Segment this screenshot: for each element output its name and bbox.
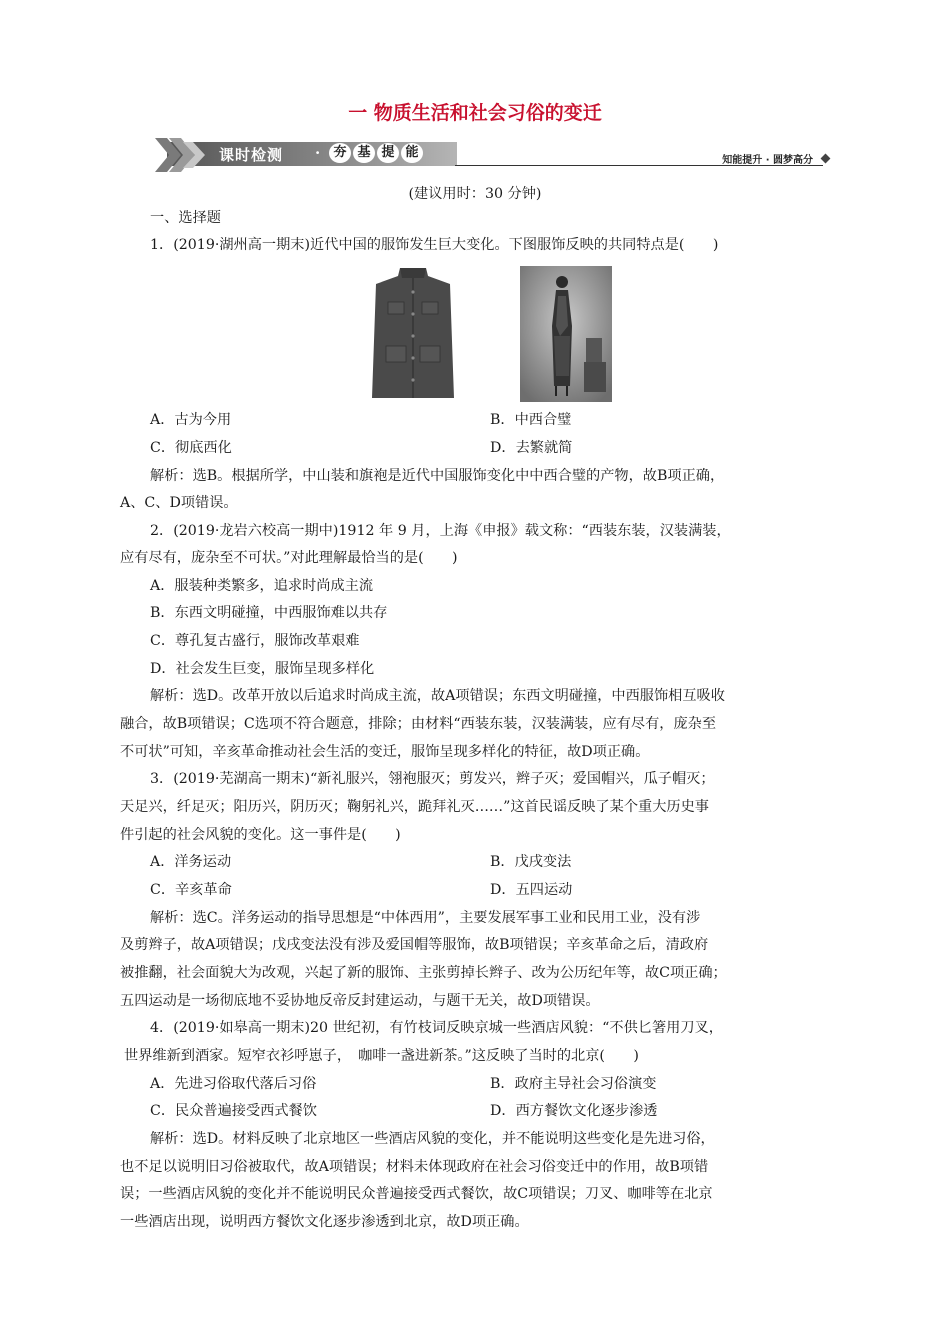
q3-explanation-cont: 被推翻，社会面貌大为改观，兴起了新的服饰、主张剪掉长辫子、改为公历纪年等，故C项正确； <box>120 965 727 981</box>
q3-explanation-cont: 及剪辫子，故A项错误；戊戌变法没有涉及爱国帽等服饰，故B项错误；辛亥革命之后，清政府 <box>120 937 709 953</box>
banner-badge: 能 <box>401 143 423 163</box>
q4-explanation-cont: 也不足以说明旧习俗被取代，故A项错误；材料未体现政府在社会习俗变迁中的作用，故B项错 <box>120 1159 709 1175</box>
banner-badge: 基 <box>353 143 375 163</box>
q4-option-b: B．政府主导社会习俗演变 <box>490 1076 657 1092</box>
q4-stem: 4．(2019·如皋高一期末)20 世纪初，有竹枝词反映京城一些酒店风貌：“不供匕箸用刀叉， <box>150 1020 723 1036</box>
qipao-photo-image <box>520 266 612 402</box>
zhongshan-suit-image <box>370 262 456 402</box>
q1-explanation: 解析：选B。根据所学，中山装和旗袍是近代中国服饰变化中中西合璧的产物，故B项正确， <box>150 468 725 484</box>
q3-option-b: B．戊戌变法 <box>490 854 572 870</box>
q2-stem-cont: 应有尽有，庞杂至不可状。”对此理解最恰当的是( ) <box>120 550 458 566</box>
section-heading: 一、选择题 <box>150 210 221 226</box>
q2-stem: 2．(2019·龙岩六校高一期中)1912 年 9 月，上海《申报》载文称：“西装东装，汉装满装， <box>150 523 731 539</box>
q1-option-a: A．古为今用 <box>150 412 232 428</box>
q3-stem-cont: 天足兴，纤足灭；阳历兴，阴历灭；鞠躬礼兴，跪拜礼灭……”这首民谣反映了某个重大历史事 <box>120 799 709 815</box>
q3-explanation-cont: 五四运动是一场彻底地不妥协地反帝反封建运动，与题干无关，故D项错误。 <box>120 993 600 1009</box>
q3-stem-cont: 件引起的社会风貌的变化。这一事件是( ) <box>120 827 401 843</box>
page-title: 一 物质生活和社会习俗的变迁 <box>348 102 602 124</box>
q3-option-a: A．洋务运动 <box>150 854 232 870</box>
banner-separator: · <box>315 144 321 162</box>
q2-explanation-cont: 不可状”可知，辛亥革命推动社会生活的变迁，服饰呈现多样化的特征，故D项正确。 <box>120 744 650 760</box>
banner-badge: 提 <box>377 143 399 163</box>
q3-stem: 3．(2019·芜湖高一期末)“新礼服兴，翎袍服灭；剪发兴，辫子灭；爱国帽兴，瓜子帽灭； <box>150 771 715 787</box>
q2-option-d: D．社会发生巨变，服饰呈现多样化 <box>150 661 375 677</box>
q2-explanation: 解析：选D。改革开放以后追求时尚成主流，故A项错误；东西文明碰撞，中西服饰相互吸收 <box>150 688 725 704</box>
q1-option-d: D．去繁就简 <box>490 440 573 456</box>
q4-explanation-cont: 误；一些酒店风貌的变化并不能说明民众普遍接受西式餐饮，故C项错误；刀叉、咖啡等在北京 <box>120 1186 713 1202</box>
q3-explanation: 解析：选C。洋务运动的指导思想是“中体西用”，主要发展军事工业和民用工业，没有涉 <box>150 910 701 926</box>
q3-option-d: D．五四运动 <box>490 882 573 898</box>
q4-option-d: D．西方餐饮文化逐步渗透 <box>490 1103 658 1119</box>
q2-option-c: C．尊孔复古盛行，服饰改革艰难 <box>150 633 360 649</box>
banner-badges <box>329 143 423 163</box>
q4-stem-cont: 世界维新到酒家。短窄衣衫呼崽子， 咖啡一盏进新茶。”这反映了当时的北京( ) <box>124 1048 639 1064</box>
q4-explanation: 解析：选D。材料反映了北京地区一些酒店风貌的变化，并不能说明这些变化是先进习俗， <box>150 1131 715 1147</box>
q1-option-b: B．中西合璧 <box>490 412 572 428</box>
time-hint: (建议用时：30 分钟) <box>408 186 542 202</box>
diamond-icon <box>821 154 831 164</box>
q2-explanation-cont: 融合，故B项错误；C选项不符合题意，排除；由材料“西装东装，汉装满装，应有尽有，庞杂至 <box>120 716 717 732</box>
banner-slogan: 知能提升 · 圆梦高分 <box>722 155 813 166</box>
q4-option-a: A．先进习俗取代落后习俗 <box>150 1076 317 1092</box>
q2-option-a: A．服装种类繁多，追求时尚成主流 <box>150 578 374 594</box>
q1-stem: 1．(2019·湖州高一期末)近代中国的服饰发生巨大变化。下图服饰反映的共同特点是( ) <box>150 237 719 253</box>
q3-option-c: C．辛亥革命 <box>150 882 232 898</box>
q1-option-c: C．彻底西化 <box>150 440 232 456</box>
section-banner <box>155 138 835 172</box>
q1-explanation-cont: A、C、D项错误。 <box>120 495 238 511</box>
banner-label: 课时检测 <box>219 146 284 164</box>
q4-explanation-cont: 一些酒店出现，说明西方餐饮文化逐步渗透到北京，故D项正确。 <box>120 1214 529 1230</box>
chevron-arrows-icon <box>155 138 215 172</box>
q2-option-b: B．东西文明碰撞，中西服饰难以共存 <box>150 605 388 621</box>
banner-badge: 夯 <box>329 143 351 163</box>
q4-option-c: C．民众普遍接受西式餐饮 <box>150 1103 317 1119</box>
